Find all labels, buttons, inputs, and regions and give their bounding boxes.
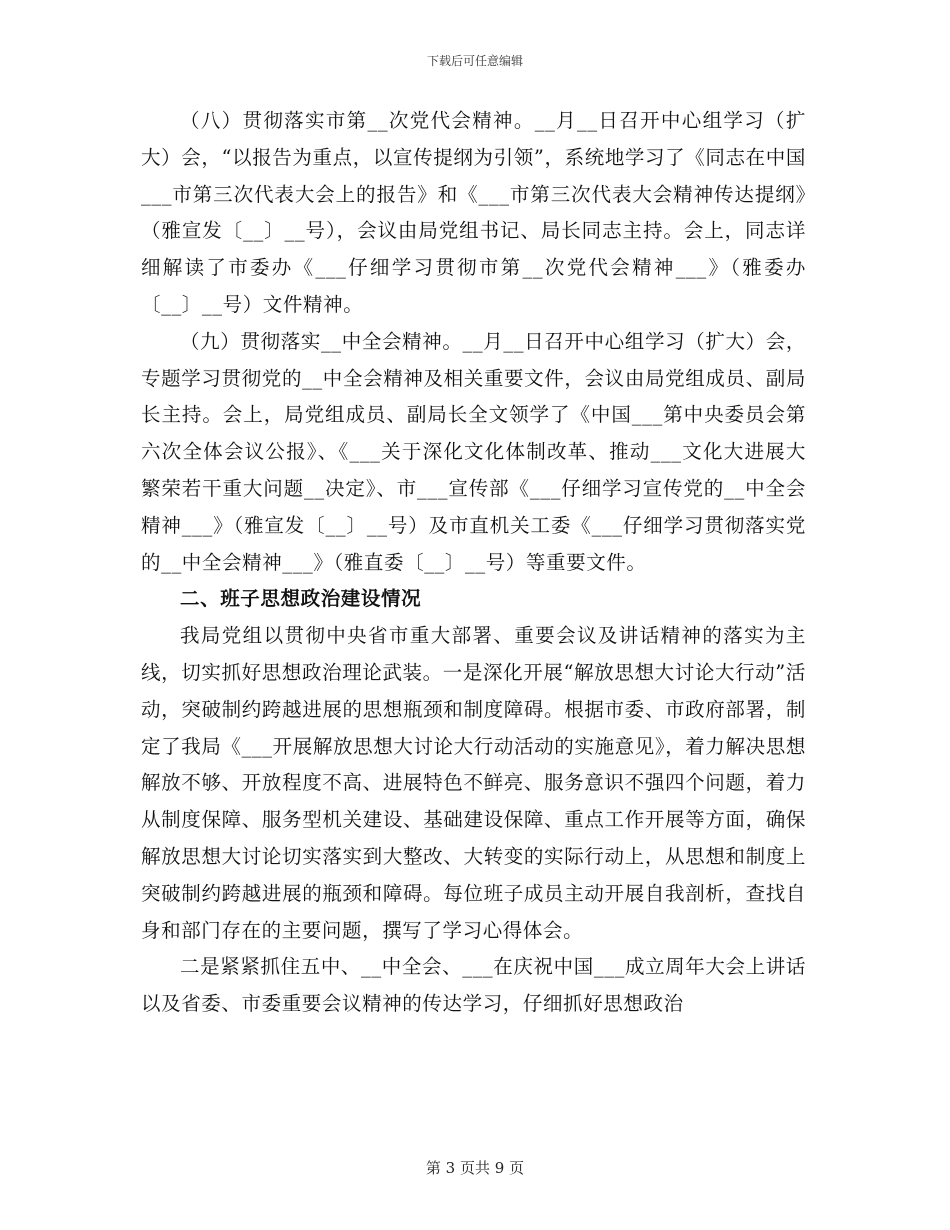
paragraph-political-construction: 我局党组以贯彻中央省市重大部署、重要会议及讲话精神的落实为主线，切实抓好思想政治理论武装。一是深化开展“解放思想大讨论大行动”活动，突破制约跨越进展的思想瓶颈和制度障碍。根据市委、市政府部署，制定了我局《___开展解放思想大讨论大行动活动的实施意见》，着力解决思想解放不够、开放程度不高、进展特色不鲜亮、服务意识不强四个问题，着力从制度保障、服务型机关建设、基础建设保障、重点工作开展等方面，确保解放思想大讨论切实落实到大整改、大转变的实际行动上，从思想和制度上突破制约跨越进展的瓶颈和障碍。每位班子成员主动开展自我剖析，查找自身和部门存在的主要问题，撰写了学习心得体会。	[141, 624, 806, 942]
paragraph-second-point: 二是紧紧抓住五中、__中全会、___在庆祝中国___成立周年大会上讲话以及省委、市委重要会议精神的传达学习，仔细抓好思想政治	[141, 955, 806, 1016]
paragraph-8: （八）贯彻落实市第__次党代会精神。__月__日召开中心组学习（扩大）会，“以报告为重点，以宣传提纲为引领”，系统地学习了《同志在中国___市第三次代表大会上的报告》和《___市第三次代表大会精神传达提纲》（雅宣发〔__〕__号），会议由局党组书记、局长同志主持。会上，同志详细解读了市委办《___仔细学习贯彻市第__次党代会精神___》（雅委办〔__〕__号）文件精神。	[141, 109, 806, 316]
page-number: 第 3 页共 9 页	[425, 1159, 525, 1177]
paragraph-9: （九）贯彻落实__中全会精神。__月__日召开中心组学习（扩大）会，专题学习贯彻党的__中全会精神及相关重要文件，会议由局党组成员、副局长主持。会上，局党组成员、副局长全文领学了《中国___第中央委员会第六次全体会议公报》、《___关于深化文化体制改革、推动___文化大进展大繁荣若干重大问题__决定》、市___宣传部《___仔细学习宣传党的__中全会精神___》（雅宣发〔__〕__号）及市直机关工委《___仔细学习贯彻落实党的__中全会精神___》（雅直委〔__〕__号）等重要文件。	[141, 329, 806, 574]
document-body	[141, 103, 806, 1023]
section-heading: 二、班子思想政治建设情况	[180, 587, 422, 611]
page-header: 下载后可任意编辑	[426, 54, 523, 68]
